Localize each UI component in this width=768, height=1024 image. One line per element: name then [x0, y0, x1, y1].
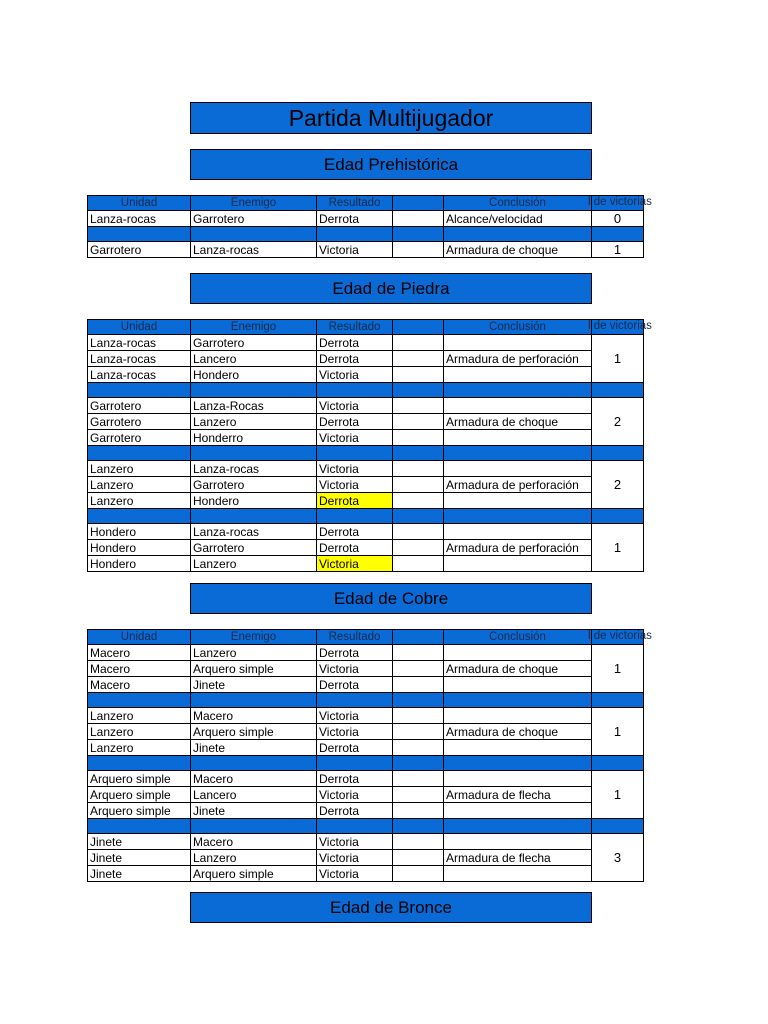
enemy-cell: Lanza-rocas	[191, 242, 317, 258]
table-row	[88, 771, 644, 787]
conclusion-cell	[444, 740, 592, 756]
conclusion-cell	[444, 645, 592, 661]
blank-cell	[393, 661, 444, 677]
table-row	[88, 351, 644, 367]
blank-cell	[393, 430, 444, 446]
separator-cell	[592, 819, 644, 834]
blank-cell	[393, 398, 444, 414]
separator-cell	[444, 383, 592, 398]
unit-cell: Hondero	[88, 556, 191, 572]
column-header	[88, 196, 191, 211]
unit-cell: Arquero simple	[88, 787, 191, 803]
conclusion-cell	[444, 430, 592, 446]
separator-cell	[444, 227, 592, 242]
result-cell: Victoria	[317, 850, 393, 866]
blank-cell	[393, 335, 444, 351]
column-header-label: Resultado	[328, 197, 381, 209]
enemy-cell: Lanzero	[191, 850, 317, 866]
enemy-cell: Hondero	[191, 493, 317, 509]
column-header	[444, 196, 592, 211]
unit-cell: Macero	[88, 661, 191, 677]
separator-cell	[444, 819, 592, 834]
header-row	[88, 630, 644, 645]
table-row	[88, 335, 644, 351]
table-row	[88, 414, 644, 430]
enemy-cell: Macero	[191, 834, 317, 850]
separator-cell	[592, 693, 644, 708]
result-cell: Victoria	[317, 398, 393, 414]
enemy-cell: Arquero simple	[191, 661, 317, 677]
enemy-cell: Hondero	[191, 367, 317, 383]
separator-cell	[88, 227, 191, 242]
column-header-label: Resultado	[328, 321, 381, 333]
separator-cell	[393, 446, 444, 461]
conclusion-cell: Armadura de choque	[444, 724, 592, 740]
group-separator	[88, 509, 644, 524]
group-separator	[88, 446, 644, 461]
victory-total-cell: 1	[592, 335, 644, 383]
table-row	[88, 477, 644, 493]
blank-cell	[393, 645, 444, 661]
unit-cell: Jinete	[88, 866, 191, 882]
victory-total-cell: 3	[592, 834, 644, 882]
enemy-cell: Lanza-Rocas	[191, 398, 317, 414]
blank-cell	[393, 414, 444, 430]
result-cell: Victoria	[317, 242, 393, 258]
column-header	[444, 320, 592, 335]
section-title-cobre: Edad de Cobre	[190, 583, 592, 614]
conclusion-cell: Armadura de choque	[444, 661, 592, 677]
separator-cell	[88, 509, 191, 524]
separator-cell	[88, 693, 191, 708]
column-header	[588, 196, 652, 211]
result-cell: Victoria	[317, 556, 393, 572]
victory-total-cell: 1	[592, 771, 644, 819]
conclusion-cell	[444, 461, 592, 477]
result-cell: Derrota	[317, 414, 393, 430]
section-title-piedra: Edad de Piedra	[190, 273, 592, 304]
separator-cell	[317, 446, 393, 461]
table-row	[88, 242, 644, 258]
separator-cell	[444, 446, 592, 461]
unit-cell: Lanza-rocas	[88, 335, 191, 351]
victory-total-cell: 2	[592, 398, 644, 446]
enemy-cell: Garrotero	[191, 211, 317, 227]
page-title: Partida Multijugador	[190, 102, 592, 134]
unit-cell: Garrotero	[88, 414, 191, 430]
table-row	[88, 661, 644, 677]
result-cell: Victoria	[317, 477, 393, 493]
unit-cell: Hondero	[88, 524, 191, 540]
blank-cell	[393, 834, 444, 850]
unit-cell: Lanza-rocas	[88, 211, 191, 227]
separator-cell	[393, 383, 444, 398]
unit-cell: Lanzero	[88, 477, 191, 493]
separator-cell	[317, 509, 393, 524]
victory-total-cell: 1	[592, 645, 644, 693]
conclusion-cell	[444, 677, 592, 693]
conclusion-cell: Alcance/velocidad	[444, 211, 592, 227]
conclusion-cell	[444, 398, 592, 414]
enemy-cell: Honderro	[191, 430, 317, 446]
result-cell: Derrota	[317, 803, 393, 819]
column-header-label: Enemigo	[230, 631, 277, 643]
enemy-cell: Lancero	[191, 787, 317, 803]
conclusion-cell	[444, 834, 592, 850]
conclusion-cell: Armadura de perforación	[444, 540, 592, 556]
blank-cell	[393, 740, 444, 756]
result-cell: Derrota	[317, 740, 393, 756]
unit-cell: Lanzero	[88, 740, 191, 756]
section-title-prehistorica: Edad Prehistórica	[190, 149, 592, 180]
separator-cell	[191, 509, 317, 524]
separator-cell	[88, 819, 191, 834]
result-cell: Victoria	[317, 367, 393, 383]
separator-cell	[191, 756, 317, 771]
conclusion-cell	[444, 335, 592, 351]
column-header	[317, 320, 393, 335]
result-cell: Derrota	[317, 335, 393, 351]
separator-cell	[444, 693, 592, 708]
blank-cell	[393, 677, 444, 693]
column-header-label: l de victorias	[588, 196, 652, 208]
separator-cell	[393, 227, 444, 242]
enemy-cell: Lanza-rocas	[191, 524, 317, 540]
enemy-cell: Macero	[191, 708, 317, 724]
column-header	[393, 196, 444, 211]
table-row	[88, 540, 644, 556]
unit-cell: Jinete	[88, 850, 191, 866]
conclusion-cell: Armadura de perforación	[444, 477, 592, 493]
result-cell: Derrota	[317, 771, 393, 787]
unit-cell: Macero	[88, 677, 191, 693]
blank-cell	[393, 803, 444, 819]
column-header-label: Unidad	[120, 321, 158, 333]
table-row	[88, 398, 644, 414]
blank-cell	[393, 724, 444, 740]
enemy-cell: Jinete	[191, 740, 317, 756]
column-header	[317, 196, 393, 211]
table-row	[88, 524, 644, 540]
result-cell: Victoria	[317, 708, 393, 724]
unit-cell: Lanzero	[88, 724, 191, 740]
section-title-bronce: Edad de Bronce	[190, 892, 592, 923]
victory-total-cell: 0	[592, 211, 644, 227]
table-row	[88, 803, 644, 819]
result-cell: Victoria	[317, 834, 393, 850]
column-header-label: Unidad	[120, 631, 158, 643]
result-cell: Victoria	[317, 461, 393, 477]
group-separator	[88, 756, 644, 771]
blank-cell	[393, 367, 444, 383]
unit-cell: Hondero	[88, 540, 191, 556]
result-cell: Victoria	[317, 430, 393, 446]
conclusion-cell	[444, 708, 592, 724]
enemy-cell: Arquero simple	[191, 866, 317, 882]
table-row	[88, 708, 644, 724]
unit-cell: Lanzero	[88, 493, 191, 509]
separator-cell	[444, 509, 592, 524]
table-piedra	[87, 319, 652, 572]
separator-cell	[444, 756, 592, 771]
table-row	[88, 430, 644, 446]
result-cell: Derrota	[317, 677, 393, 693]
table-row	[88, 866, 644, 882]
column-header-label: Conclusión	[489, 321, 546, 333]
result-cell: Derrota	[317, 211, 393, 227]
column-header	[317, 630, 393, 645]
enemy-cell: Lanzero	[191, 414, 317, 430]
victory-total-cell: 1	[592, 708, 644, 756]
blank-cell	[393, 211, 444, 227]
enemy-cell: Garrotero	[191, 540, 317, 556]
table-row	[88, 677, 644, 693]
table-row	[88, 834, 644, 850]
result-cell: Victoria	[317, 787, 393, 803]
column-header	[88, 320, 191, 335]
conclusion-cell	[444, 866, 592, 882]
separator-cell	[191, 227, 317, 242]
enemy-cell: Jinete	[191, 677, 317, 693]
conclusion-cell	[444, 493, 592, 509]
separator-cell	[191, 446, 317, 461]
group-separator	[88, 227, 644, 242]
header-row	[88, 196, 644, 211]
result-cell: Derrota	[317, 493, 393, 509]
separator-cell	[317, 227, 393, 242]
separator-cell	[191, 819, 317, 834]
table-row	[88, 367, 644, 383]
column-header	[444, 630, 592, 645]
result-cell: Derrota	[317, 351, 393, 367]
column-header	[588, 320, 652, 335]
column-header	[588, 630, 652, 645]
conclusion-cell: Armadura de flecha	[444, 787, 592, 803]
victory-total-cell: 1	[592, 524, 644, 572]
blank-cell	[393, 708, 444, 724]
table-row	[88, 740, 644, 756]
result-cell: Victoria	[317, 724, 393, 740]
result-cell: Derrota	[317, 645, 393, 661]
separator-cell	[592, 509, 644, 524]
column-header	[88, 630, 191, 645]
separator-cell	[88, 446, 191, 461]
table-row	[88, 556, 644, 572]
conclusion-cell: Armadura de flecha	[444, 850, 592, 866]
separator-cell	[317, 693, 393, 708]
enemy-cell: Arquero simple	[191, 724, 317, 740]
column-header	[393, 320, 444, 335]
group-separator	[88, 693, 644, 708]
unit-cell: Jinete	[88, 834, 191, 850]
conclusion-cell: Armadura de perforación	[444, 351, 592, 367]
blank-cell	[393, 540, 444, 556]
column-header	[191, 630, 317, 645]
unit-cell: Arquero simple	[88, 803, 191, 819]
victory-total-cell: 2	[592, 461, 644, 509]
separator-cell	[592, 383, 644, 398]
table-row	[88, 850, 644, 866]
table-row	[88, 211, 644, 227]
result-cell: Victoria	[317, 661, 393, 677]
table-cobre	[87, 629, 652, 882]
separator-cell	[317, 756, 393, 771]
separator-cell	[317, 819, 393, 834]
conclusion-cell: Armadura de choque	[444, 242, 592, 258]
enemy-cell: Garrotero	[191, 477, 317, 493]
victory-total-cell: 1	[592, 242, 644, 258]
table-row	[88, 461, 644, 477]
separator-cell	[88, 383, 191, 398]
separator-cell	[191, 693, 317, 708]
enemy-cell: Lanza-rocas	[191, 461, 317, 477]
conclusion-cell	[444, 803, 592, 819]
unit-cell: Garrotero	[88, 398, 191, 414]
table-row	[88, 787, 644, 803]
enemy-cell: Lanzero	[191, 556, 317, 572]
column-header-label: l de victorias	[588, 630, 652, 642]
unit-cell: Garrotero	[88, 430, 191, 446]
column-header-label: Conclusión	[489, 197, 546, 209]
column-header-label: Resultado	[328, 631, 381, 643]
table-prehistorica	[87, 195, 652, 258]
unit-cell: Lanzero	[88, 708, 191, 724]
separator-cell	[393, 756, 444, 771]
conclusion-cell	[444, 524, 592, 540]
blank-cell	[393, 477, 444, 493]
blank-cell	[393, 351, 444, 367]
separator-cell	[393, 693, 444, 708]
table-row	[88, 724, 644, 740]
blank-cell	[393, 787, 444, 803]
enemy-cell: Lancero	[191, 351, 317, 367]
unit-cell: Lanza-rocas	[88, 351, 191, 367]
enemy-cell: Jinete	[191, 803, 317, 819]
blank-cell	[393, 556, 444, 572]
table-row	[88, 645, 644, 661]
unit-cell: Lanzero	[88, 461, 191, 477]
separator-cell	[592, 756, 644, 771]
column-header-label: Unidad	[120, 197, 158, 209]
column-header-label: Enemigo	[230, 321, 277, 333]
column-header	[191, 196, 317, 211]
enemy-cell: Garrotero	[191, 335, 317, 351]
separator-cell	[317, 383, 393, 398]
unit-cell: Garrotero	[88, 242, 191, 258]
unit-cell: Macero	[88, 645, 191, 661]
group-separator	[88, 383, 644, 398]
blank-cell	[393, 771, 444, 787]
result-cell: Derrota	[317, 524, 393, 540]
column-header-label: Enemigo	[230, 197, 277, 209]
unit-cell: Arquero simple	[88, 771, 191, 787]
blank-cell	[393, 461, 444, 477]
conclusion-cell: Armadura de choque	[444, 414, 592, 430]
separator-cell	[592, 446, 644, 461]
separator-cell	[393, 509, 444, 524]
result-cell: Derrota	[317, 540, 393, 556]
blank-cell	[393, 850, 444, 866]
conclusion-cell	[444, 367, 592, 383]
blank-cell	[393, 866, 444, 882]
blank-cell	[393, 493, 444, 509]
column-header	[393, 630, 444, 645]
enemy-cell: Lanzero	[191, 645, 317, 661]
group-separator	[88, 819, 644, 834]
separator-cell	[592, 227, 644, 242]
column-header	[191, 320, 317, 335]
separator-cell	[88, 756, 191, 771]
column-header-label: Conclusión	[489, 631, 546, 643]
conclusion-cell	[444, 556, 592, 572]
enemy-cell: Macero	[191, 771, 317, 787]
blank-cell	[393, 242, 444, 258]
separator-cell	[393, 819, 444, 834]
table-row	[88, 493, 644, 509]
separator-cell	[191, 383, 317, 398]
header-row	[88, 320, 644, 335]
column-header-label: l de victorias	[588, 320, 652, 332]
blank-cell	[393, 524, 444, 540]
unit-cell: Lanza-rocas	[88, 367, 191, 383]
conclusion-cell	[444, 771, 592, 787]
result-cell: Victoria	[317, 866, 393, 882]
